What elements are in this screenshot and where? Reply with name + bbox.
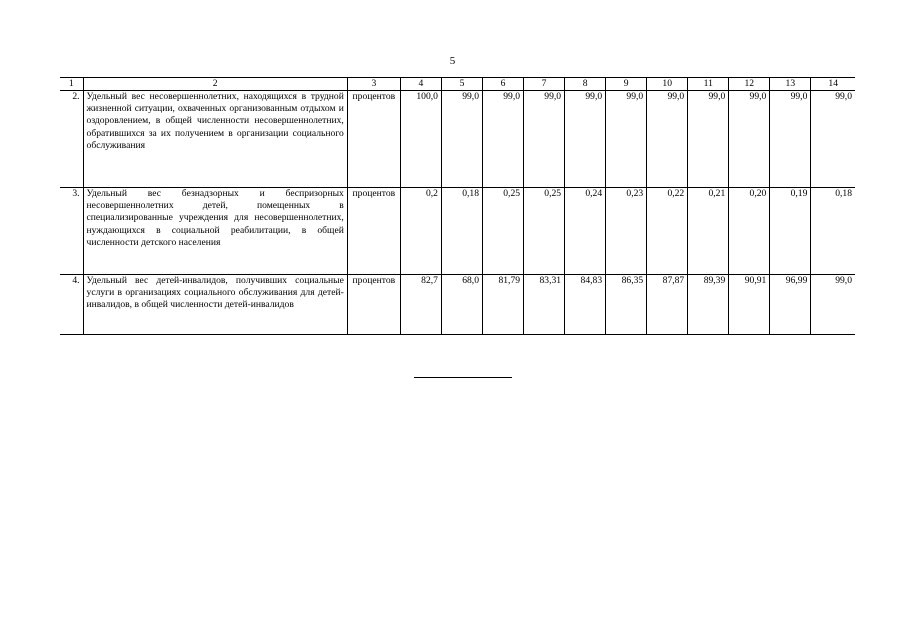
column-header: 3: [347, 78, 400, 91]
value-cell: 99,0: [441, 91, 482, 188]
value-cell: 0,23: [606, 188, 647, 275]
page-number: 5: [449, 55, 456, 67]
column-header: 5: [441, 78, 482, 91]
column-header: 6: [483, 78, 524, 91]
value-cell: 99,0: [565, 91, 606, 188]
unit-cell: процентов: [347, 188, 400, 275]
row-number: 4.: [60, 275, 83, 335]
value-cell: 81,79: [483, 275, 524, 335]
value-cell: 0,19: [770, 188, 811, 275]
value-cell: 0,18: [441, 188, 482, 275]
column-header: 12: [729, 78, 770, 91]
value-cell: 99,0: [524, 91, 565, 188]
column-header: 4: [400, 78, 441, 91]
value-cell: 0,20: [729, 188, 770, 275]
value-cell: 0,24: [565, 188, 606, 275]
row-number: 3.: [60, 188, 83, 275]
unit-cell: процентов: [347, 275, 400, 335]
value-cell: 99,0: [647, 91, 688, 188]
value-cell: 99,0: [606, 91, 647, 188]
value-cell: 99,0: [688, 91, 729, 188]
indicator-description: Удельный вес детей-инвалидов, получивших социальные услуги в организациях социального обслуживания для детей-инвалидов, в общей численности детей-инвалидов: [83, 275, 347, 335]
table-row: [60, 91, 855, 188]
value-cell: 82,7: [400, 275, 441, 335]
value-cell: 83,31: [524, 275, 565, 335]
unit-cell: процентов: [347, 91, 400, 188]
value-cell: 0,18: [811, 188, 855, 275]
table-header-row: [60, 78, 855, 91]
indicator-description: Удельный вес безнадзорных и беспризорных несовершеннолетних детей, помещенных в специализированные учреждения для несовершеннолетних, нуждающихся в социальной реабилитации, в общей численности детского населения: [83, 188, 347, 275]
value-cell: 0,22: [647, 188, 688, 275]
value-cell: 89,39: [688, 275, 729, 335]
value-cell: 99,0: [729, 91, 770, 188]
indicators-table: [60, 77, 855, 335]
value-cell: 84,83: [565, 275, 606, 335]
column-header: 8: [565, 78, 606, 91]
value-cell: 99,0: [811, 91, 855, 188]
column-header: 10: [647, 78, 688, 91]
column-header: 13: [770, 78, 811, 91]
column-header: 14: [811, 78, 855, 91]
value-cell: 0,25: [524, 188, 565, 275]
end-divider: [414, 377, 512, 378]
value-cell: 86,35: [606, 275, 647, 335]
value-cell: 99,0: [483, 91, 524, 188]
value-cell: 100,0: [400, 91, 441, 188]
value-cell: 90,91: [729, 275, 770, 335]
column-header: 2: [83, 78, 347, 91]
indicator-description: Удельный вес несовершеннолетних, находящихся в трудной жизненной ситуации, охваченных организованным отдыхом и оздоровлением, в общей численности несовершеннолетних, обратившихся за их получением в организации социального обслуживания: [83, 91, 347, 188]
column-header: 7: [524, 78, 565, 91]
value-cell: 99,0: [811, 275, 855, 335]
column-header: 9: [606, 78, 647, 91]
value-cell: 96,99: [770, 275, 811, 335]
value-cell: 87,87: [647, 275, 688, 335]
value-cell: 99,0: [770, 91, 811, 188]
value-cell: 0,2: [400, 188, 441, 275]
table-row: [60, 188, 855, 275]
table-row: [60, 275, 855, 335]
row-number: 2.: [60, 91, 83, 188]
value-cell: 68,0: [441, 275, 482, 335]
value-cell: 0,21: [688, 188, 729, 275]
column-header: 11: [688, 78, 729, 91]
value-cell: 0,25: [483, 188, 524, 275]
column-header: 1: [60, 78, 83, 91]
